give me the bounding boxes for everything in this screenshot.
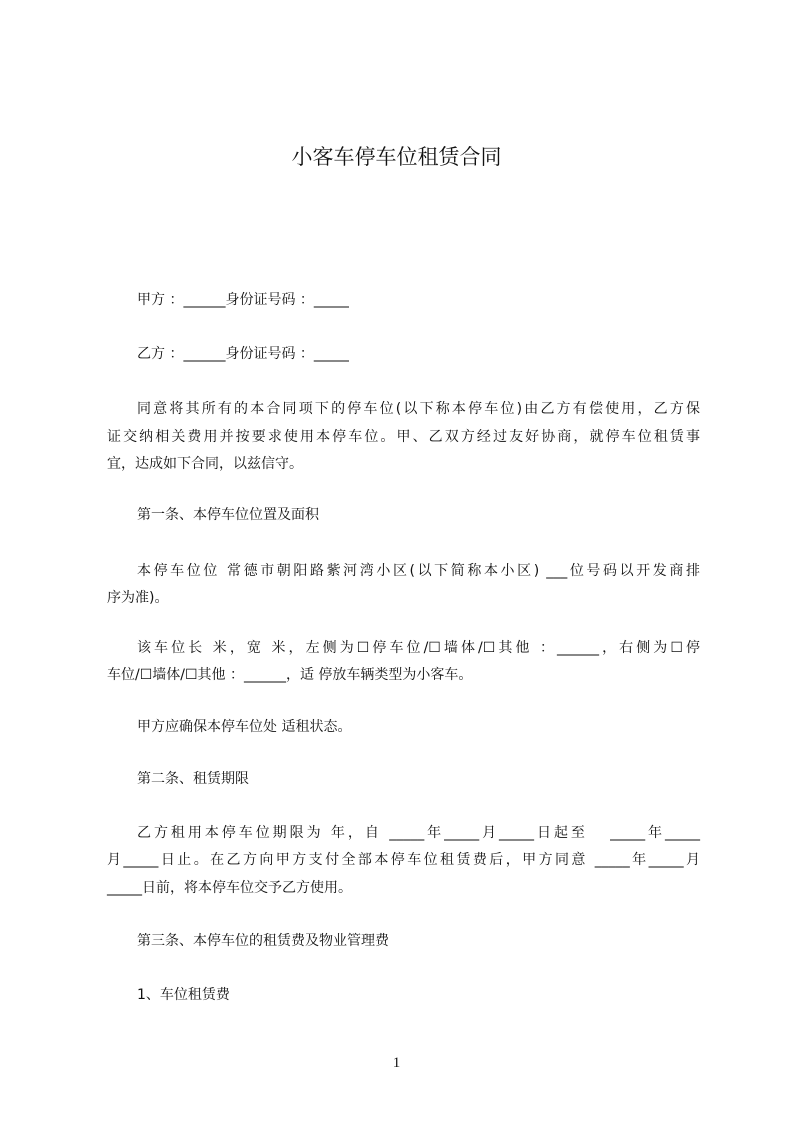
size-line: 该车位长 米，宽 米，左侧为☐停车位/☐墙体/☐其他 ：______，右侧为☐停	[137, 640, 700, 656]
page-number: 1	[392, 1055, 401, 1071]
article-3-heading: 第三条、本停车位的租赁费及物业管理费	[137, 933, 389, 949]
article-2-heading: 第二条、租赁期限	[137, 771, 249, 787]
intro-line: 证交纳相关费用并按要求使用本停车位。甲、乙双方经过友好协商，就停车位租赁事	[107, 429, 700, 445]
party-b-line: 乙方 ：______身份证号码 ：_____	[137, 346, 349, 362]
condition-line: 甲方应确保本停车位处 适租状态。	[137, 719, 352, 735]
party-a-line: 甲方 ：______身份证号码 ：_____	[137, 292, 349, 308]
term-line: _____日前，将本停车位交予乙方使用。	[107, 880, 352, 896]
term-line: 乙方租用本停车位期限为 年，自 _____年_____月_____日起至 _____年_____	[137, 825, 700, 841]
intro-line: 宜，达成如下合同，以兹信守。	[107, 456, 303, 472]
intro-line: 同意将其所有的本合同项下的停车位(以下称本停车位)由乙方有偿使用，乙方保	[137, 401, 700, 417]
location-line: 序为准)。	[107, 590, 169, 606]
article-1-heading: 第一条、本停车位位置及面积	[137, 507, 319, 523]
location-line: 本停车位位 常德市朝阳路紫河湾小区(以下简称本小区) ___位号码以开发商排	[137, 563, 700, 579]
size-line: 车位/☐墙体/☐其他 ：______，适 停放车辆类型为小客车。	[107, 667, 473, 683]
article-3-item-1: 1、车位租赁费	[137, 987, 230, 1003]
term-line: 月_____日止。在乙方向甲方支付全部本停车位租赁费后，甲方同意 _____年_____月	[107, 852, 700, 868]
document-title: 小客车停车位租赁合同	[291, 145, 502, 169]
